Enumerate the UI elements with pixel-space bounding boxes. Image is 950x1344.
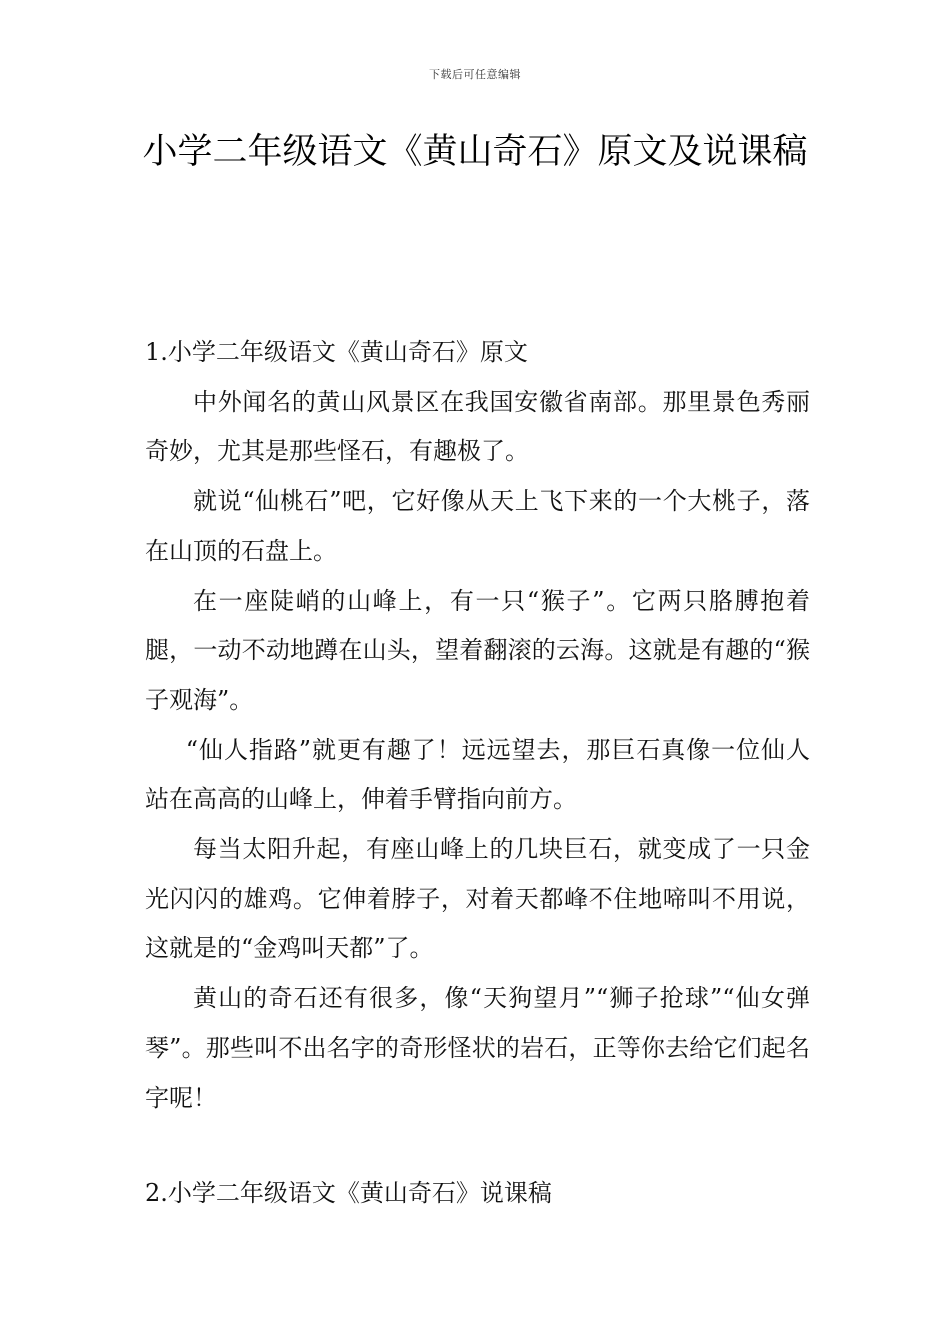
paragraph: 每当太阳升起，有座山峰上的几块巨石，就变成了一只金光闪闪的雄鸡。它伸着脖子，对着天都峰不住地啼叫不用说，这就是的“金鸡叫天都”了。 [145,835,810,963]
page-header-note: 下载后可任意编辑 [429,68,521,81]
section-heading-original-text: 1.小学二年级语文《黄山奇石》原文 [145,338,528,366]
document-body [145,328,810,1219]
paragraph: 黄山的奇石还有很多，像“天狗望月”“狮子抢球”“仙女弹琴”。那些叫不出名字的奇形怪状的岩石，正等你去给它们起名字呢！ [145,984,810,1112]
paragraph: 就说“仙桃石”吧，它好像从天上飞下来的一个大桃子，落在山顶的石盘上。 [145,487,810,565]
paragraph: “仙人指路”就更有趣了！远远望去，那巨石真像一位仙人站在高高的山峰上，伸着手臂指向前方。 [145,735,810,814]
paragraph: 在一座陡峭的山峰上，有一只“猴子”。它两只胳膊抱着腿，一动不动地蹲在山头，望着翻滚的云海。这就是有趣的“猴子观海”。 [145,586,810,714]
section-heading-lesson-plan: 2.小学二年级语文《黄山奇石》说课稿 [145,1179,552,1208]
paragraph: 中外闻名的黄山风景区在我国安徽省南部。那里景色秀丽奇妙，尤其是那些怪石，有趣极了。 [145,387,810,466]
document-title: 小学二年级语文《黄山奇石》原文及说课稿 [142,132,808,172]
section-spacer [145,1123,810,1169]
